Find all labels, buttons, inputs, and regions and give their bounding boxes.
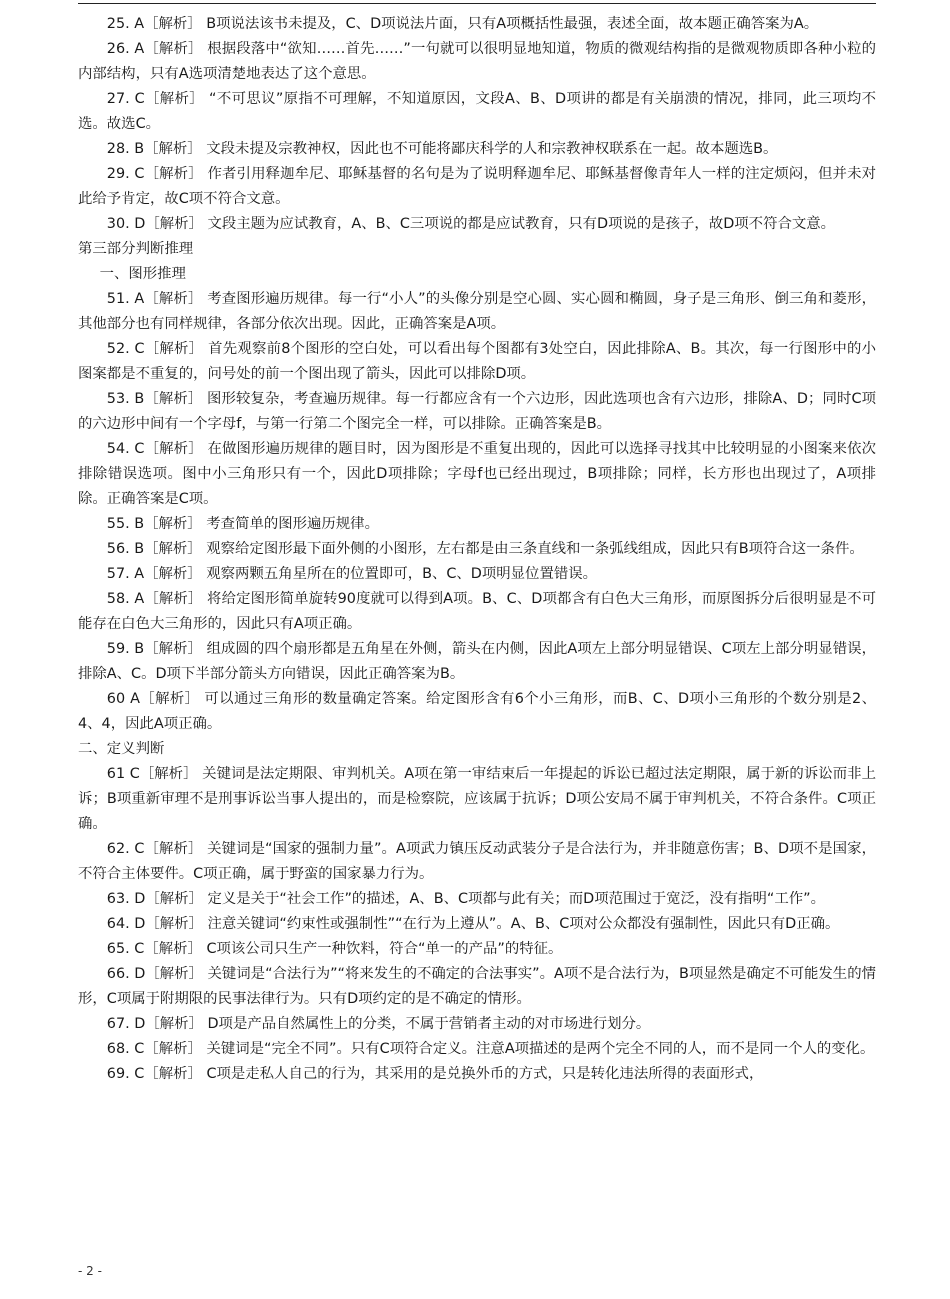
answer-paragraph: 61 C［解析］ 关键词是法定期限、审判机关。A项在第一审结束后一年提起的诉讼已超过法定期限，属于新的诉讼而非上诉；B项重新审理不是刑事诉讼当事人提出的，而是检察院，应该属于抗诉；D项公安局不属于审判机关，不符合条件。C项正确。: [78, 766, 876, 832]
answer-paragraph: 66. D［解析］ 关键词是“合法行为”“将来发生的不确定的合法事实”。A项不是合法行为，B项显然是确定不可能发生的情形，C项属于附期限的民事法律行为。只有D项约定的是不确定的情形。: [78, 966, 876, 1007]
answer-paragraph: 62. C［解析］ 关键词是“国家的强制力量”。A项武力镇压反动武装分子是合法行为，并非随意伤害；B、D项不是国家，不符合主体要件。C项正确，属于野蛮的国家暴力行为。: [78, 841, 876, 882]
answer-paragraph: 27. C［解析］ “不可思议”原指不可理解，不知道原因，文段A、B、D项讲的都是有关崩溃的情况，排同，此三项均不选。故选C。: [78, 91, 876, 132]
answer-paragraph: 59. B［解析］ 组成圆的四个扇形都是五角星在外侧，箭头在内侧，因此A项左上部分明显错误、C项左上部分明显错误，排除A、C。D项下半部分箭头方向错误，因此正确答案为B。: [78, 641, 876, 682]
answer-paragraph: 63. D［解析］ 定义是关于“社会工作”的描述，A、B、C项都与此有关；而D项范围过于宽泛，没有指明“工作”。: [106, 891, 825, 907]
answer-paragraph: 30. D［解析］ 文段主题为应试教育，A、B、C三项说的都是应试教育，只有D项说的是孩子，故D项不符合文意。: [106, 216, 836, 232]
answer-paragraph: 55. B［解析］ 考查简单的图形遍历规律。: [106, 516, 379, 532]
answer-paragraph: 68. C［解析］ 关键词是“完全不同”。只有C项符合定义。注意A项描述的是两个完全不同的人，而不是同一个人的变化。: [106, 1041, 875, 1057]
answer-paragraph: 58. A［解析］ 将给定图形简单旋转90度就可以得到A项。B、C、D项都含有白色大三角形，而原图拆分后很明显是不可能存在白色大三角形的，因此只有A项正确。: [78, 591, 876, 632]
section-heading: 第三部分判断推理: [78, 241, 194, 257]
answer-paragraph: 64. D［解析］ 注意关键词“约束性或强制性”“在行为上遵从”。A、B、C项对公众都没有强制性，因此只有D正确。: [106, 916, 840, 932]
top-rule: [78, 3, 876, 4]
answer-paragraph: 51. A［解析］ 考查图形遍历规律。每一行“小人”的头像分别是空心圆、实心圆和椭圆，身子是三角形、倒三角和菱形，其他部分也有同样规律，各部分依次出现。因此，正确答案是A项。: [78, 291, 876, 332]
document-body: [78, 12, 876, 1087]
answer-paragraph: 29. C［解析］ 作者引用释迦牟尼、耶稣基督的名句是为了说明释迦牟尼、耶稣基督像青年人一样的注定烦闷，但并未对此给予肯定，故C项不符合文意。: [78, 166, 876, 207]
answer-paragraph: 57. A［解析］ 观察两颗五角星所在的位置即可，B、C、D项明显位置错误。: [106, 566, 598, 582]
answer-paragraph: 53. B［解析］ 图形较复杂，考查遍历规律。每一行都应含有一个六边形，因此选项也含有六边形，排除A、D；同时C项的六边形中间有一个字母f，与第一行第二个图完全一样，可以排除。正确答案是B。: [78, 391, 876, 432]
answer-paragraph: 67. D［解析］ D项是产品自然属性上的分类，不属于营销者主动的对市场进行划分。: [106, 1016, 651, 1032]
answer-paragraph: 26. A［解析］ 根据段落中“欲知……首先……”一句就可以很明显地知道，物质的微观结构指的是微观物质即各种小粒的内部结构，只有A选项清楚地表达了这个意思。: [78, 41, 876, 82]
answer-paragraph: 69. C［解析］ C项是走私人自己的行为，其采用的是兑换外币的方式，只是转化违法所得的表面形式，: [106, 1066, 764, 1082]
answer-paragraph: 52. C［解析］ 首先观察前8个图形的空白处，可以看出每个图都有3处空白，因此排除A、B。其次，每一行图形中的小图案都是不重复的，问号处的前一个图出现了箭头，因此可以排除D项。: [78, 341, 876, 382]
page-number: - 2 -: [78, 1264, 102, 1278]
subsection-heading: 一、图形推理: [99, 266, 186, 282]
section-heading: 二、定义判断: [78, 741, 165, 757]
answer-paragraph: 25. A［解析］ B项说法该书未提及，C、D项说法片面，只有A项概括性最强，表述全面，故本题正确答案为A。: [106, 16, 819, 32]
answer-paragraph: 54. C［解析］ 在做图形遍历规律的题目时，因为图形是不重复出现的，因此可以选择寻找其中比较明显的小图案来依次排除错误选项。图中小三角形只有一个，因此D项排除；字母f也已经出现过，B项排除；同样，长方形也出现过了，A项排除。正确答案是C项。: [78, 441, 876, 507]
answer-paragraph: 56. B［解析］ 观察给定图形最下面外侧的小图形，左右都是由三条直线和一条弧线组成，因此只有B项符合这一条件。: [106, 541, 864, 557]
answer-paragraph: 28. B［解析］ 文段未提及宗教神权，因此也不可能将鄙庆科学的人和宗教神权联系在一起。故本题选B。: [106, 141, 778, 157]
answer-paragraph: 60 A［解析］ 可以通过三角形的数量确定答案。给定图形含有6个小三角形，而B、C、D项小三角形的个数分别是2、4、4，因此A项正确。: [78, 691, 876, 732]
answer-paragraph: 65. C［解析］ C项该公司只生产一种饮料，符合“单一的产品”的特征。: [106, 941, 563, 957]
